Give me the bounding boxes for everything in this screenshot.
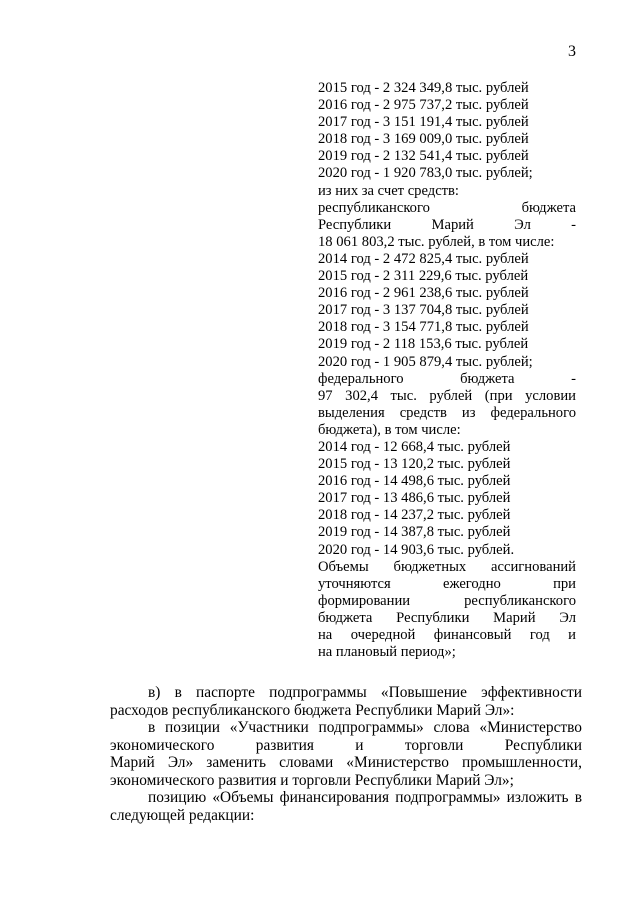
text-line: на плановый период»; (318, 644, 456, 661)
text-line: республиканского бюджета (318, 199, 576, 216)
year-line: 2015 год - 2 324 349,8 тыс. рублей (318, 80, 529, 96)
year-line: 2014 год - 2 472 825,4 тыс. рублей (318, 250, 529, 267)
year-line: 2020 год - 14 903,6 тыс. рублей. (318, 541, 515, 558)
year-line: 2018 год - 3 169 009,0 тыс. рублей (318, 131, 529, 148)
text-line: уточняются ежегодно при (318, 575, 576, 592)
amendment-text (110, 684, 582, 824)
page-number: 3 (568, 43, 576, 60)
year-line: 2017 год - 13 486,6 тыс. рублей (318, 490, 511, 507)
paragraph-line: экономического развития и торговли Республики (110, 736, 582, 754)
year-line: 2017 год - 3 151 191,4 тыс. рублей (318, 114, 529, 131)
paragraph-line: экономического развития и торговли Республики Марий Эл»; (110, 771, 514, 789)
text-line: 97 302,4 тыс. рублей (при условии (318, 387, 576, 404)
text-line: бюджета Республики Марий Эл (318, 609, 576, 626)
paragraph-line: Марий Эл» заменить словами «Министерство промышленности, (110, 754, 582, 771)
year-line: 2019 год - 2 132 541,4 тыс. рублей (318, 148, 529, 165)
year-line: 2016 год - 14 498,6 тыс. рублей (318, 473, 511, 490)
year-line: 2019 год - 14 387,8 тыс. рублей (318, 524, 511, 541)
year-line: 2019 год - 2 118 153,6 тыс. рублей (318, 336, 529, 353)
text-line: Объемы бюджетных ассигнований (318, 558, 576, 575)
year-line: 2018 год - 14 237,2 тыс. рублей (318, 507, 511, 524)
year-line: 2020 год - 1 920 783,0 тыс. рублей; (318, 165, 533, 182)
text-line: из них за счет средств: (318, 182, 459, 199)
paragraph-line: в) в паспорте подпрограммы «Повышение эффективности (148, 684, 582, 701)
year-line: 2014 год - 12 668,4 тыс. рублей (318, 438, 511, 455)
paragraph-line: следующей редакции: (110, 806, 255, 824)
paragraph-line: позицию «Объемы финансирования подпрограммы» изложить в (148, 789, 582, 806)
paragraph-line: расходов республиканского бюджета Республики Марий Эл»: (110, 701, 515, 719)
paragraph-line: в позиции «Участники подпрограммы» слова «Министерство (148, 719, 582, 736)
year-line: 2017 год - 3 137 704,8 тыс. рублей (318, 302, 529, 319)
text-line: федерального бюджета - (318, 370, 576, 387)
financing-volume-column (318, 80, 576, 661)
text-line: Республики Марий Эл - (318, 216, 576, 233)
year-line: 2015 год - 2 311 229,6 тыс. рублей (318, 268, 529, 285)
text-line: на очередной финансовый год и (318, 627, 576, 643)
year-line: 2016 год - 2 975 737,2 тыс. рублей (318, 97, 529, 114)
year-line: 2018 год - 3 154 771,8 тыс. рублей (318, 319, 529, 336)
year-line: 2015 год - 13 120,2 тыс. рублей (318, 456, 511, 473)
year-line: 2020 год - 1 905 879,4 тыс. рублей; (318, 353, 533, 370)
text-line: 18 061 803,2 тыс. рублей, в том числе: (318, 233, 555, 250)
text-line: формировании республиканского (318, 592, 576, 609)
year-line: 2016 год - 2 961 238,6 тыс. рублей (318, 285, 529, 302)
text-line: выделения средств из федерального (318, 404, 576, 421)
text-line: бюджета), в том числе: (318, 421, 461, 438)
